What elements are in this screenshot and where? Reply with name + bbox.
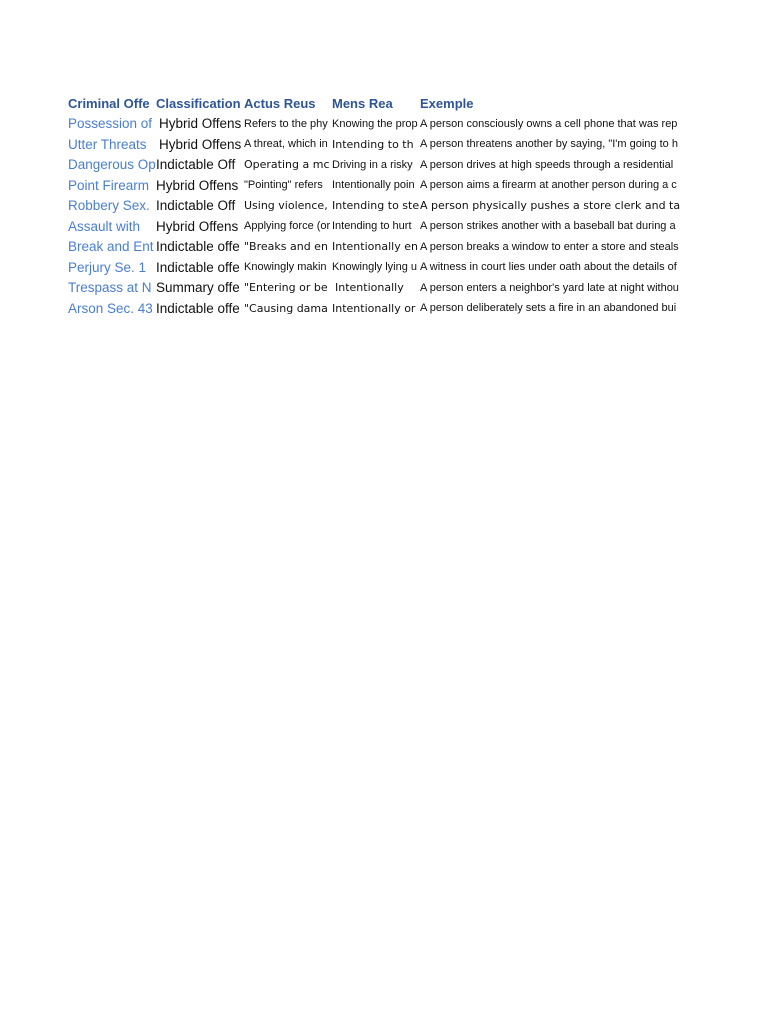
- cell-example[interactable]: A witness in court lies under oath about the details of: [420, 261, 677, 274]
- cell-offence[interactable]: Point Firearm: [68, 177, 150, 193]
- cell-mens-rea[interactable]: Intentionally: [335, 281, 404, 295]
- header-exemple[interactable]: Exemple: [420, 95, 474, 111]
- cell-actus-reus[interactable]: Applying force (or: [244, 220, 331, 233]
- cell-example[interactable]: A person aims a firearm at another person during a c: [420, 179, 677, 192]
- cell-actus-reus[interactable]: "Pointing" refers: [244, 179, 323, 192]
- cell-mens-rea[interactable]: Intending to hurt: [332, 220, 412, 233]
- cell-mens-rea[interactable]: Driving in a risky: [332, 158, 413, 171]
- cell-classification[interactable]: Summary offe: [156, 280, 240, 296]
- cell-offence[interactable]: Possession of: [68, 116, 153, 132]
- cell-example[interactable]: A person threatens another by saying, "I'm going to h: [420, 138, 678, 151]
- cell-actus-reus[interactable]: "Entering or be: [244, 281, 328, 295]
- table-row: [68, 175, 684, 196]
- cell-actus-reus[interactable]: Operating a mc: [244, 158, 330, 172]
- cell-classification[interactable]: Hybrid Offens: [159, 116, 242, 132]
- table-row: [68, 114, 684, 135]
- cell-actus-reus[interactable]: Using violence,: [244, 199, 328, 213]
- cell-classification[interactable]: Hybrid Offens: [156, 218, 239, 234]
- header-actus-reus[interactable]: Actus Reus: [244, 95, 316, 111]
- cell-example[interactable]: A person breaks a window to enter a store and steals: [420, 240, 679, 253]
- cell-classification[interactable]: Indictable Off: [156, 157, 236, 173]
- cell-offence[interactable]: Trespass at N: [68, 280, 152, 296]
- cell-actus-reus[interactable]: Knowingly makin: [244, 261, 327, 274]
- cell-example[interactable]: A person drives at high speeds through a residential: [420, 158, 674, 171]
- header-mens-rea[interactable]: Mens Rea: [332, 95, 393, 111]
- cell-classification[interactable]: Indictable offe: [156, 239, 240, 255]
- cell-example[interactable]: A person strikes another with a baseball bat during a: [420, 220, 676, 233]
- spreadsheet-grid: [68, 93, 684, 319]
- cell-actus-reus[interactable]: "Breaks and en: [244, 240, 328, 254]
- cell-mens-rea[interactable]: Intentionally poin: [332, 179, 415, 192]
- cell-classification[interactable]: Hybrid Offens: [159, 136, 242, 152]
- table-row: [68, 298, 684, 319]
- cell-mens-rea[interactable]: Intentionally or: [332, 301, 416, 315]
- cell-example[interactable]: A person consciously owns a cell phone that was rep: [420, 117, 678, 130]
- table-row: [68, 257, 684, 278]
- cell-offence[interactable]: Dangerous Op: [68, 157, 156, 173]
- cell-classification[interactable]: Indictable offe: [156, 300, 240, 316]
- cell-actus-reus[interactable]: Refers to the phy: [244, 117, 328, 130]
- cell-mens-rea[interactable]: Intending to th: [332, 137, 414, 151]
- cell-actus-reus[interactable]: A threat, which in: [244, 138, 328, 151]
- cell-offence[interactable]: Perjury Se. 1: [68, 259, 147, 275]
- table-row: [68, 134, 684, 155]
- cell-mens-rea[interactable]: Knowingly lying u: [332, 261, 417, 274]
- cell-example[interactable]: A person deliberately sets a fire in an abandoned bui: [420, 302, 677, 315]
- header-classification[interactable]: Classification: [156, 95, 241, 111]
- cell-offence[interactable]: Assault with: [68, 218, 141, 234]
- table-row: [68, 278, 684, 299]
- cell-classification[interactable]: Hybrid Offens: [156, 177, 239, 193]
- cell-example[interactable]: A person enters a neighbor's yard late at night withou: [420, 281, 679, 294]
- cell-mens-rea[interactable]: Intending to ste: [332, 199, 420, 213]
- table-row: [68, 237, 684, 258]
- cell-offence[interactable]: Utter Threats: [68, 136, 147, 152]
- table-row: [68, 216, 684, 237]
- cell-example[interactable]: A person physically pushes a store clerk and ta: [420, 199, 681, 213]
- table-row: [68, 196, 684, 217]
- table-row: [68, 155, 684, 176]
- cell-offence[interactable]: Robbery Sex.: [68, 198, 150, 214]
- cell-offence[interactable]: Break and Ent: [68, 239, 154, 255]
- cell-classification[interactable]: Indictable Off: [156, 198, 236, 214]
- header-row: [68, 93, 684, 114]
- cell-actus-reus[interactable]: "Causing dama: [244, 301, 328, 315]
- cell-mens-rea[interactable]: Knowing the prop: [332, 117, 418, 130]
- cell-classification[interactable]: Indictable offe: [156, 259, 240, 275]
- header-criminal-offence[interactable]: Criminal Offe: [68, 95, 150, 111]
- cell-mens-rea[interactable]: Intentionally en: [332, 240, 418, 254]
- cell-offence[interactable]: Arson Sec. 43: [68, 300, 153, 316]
